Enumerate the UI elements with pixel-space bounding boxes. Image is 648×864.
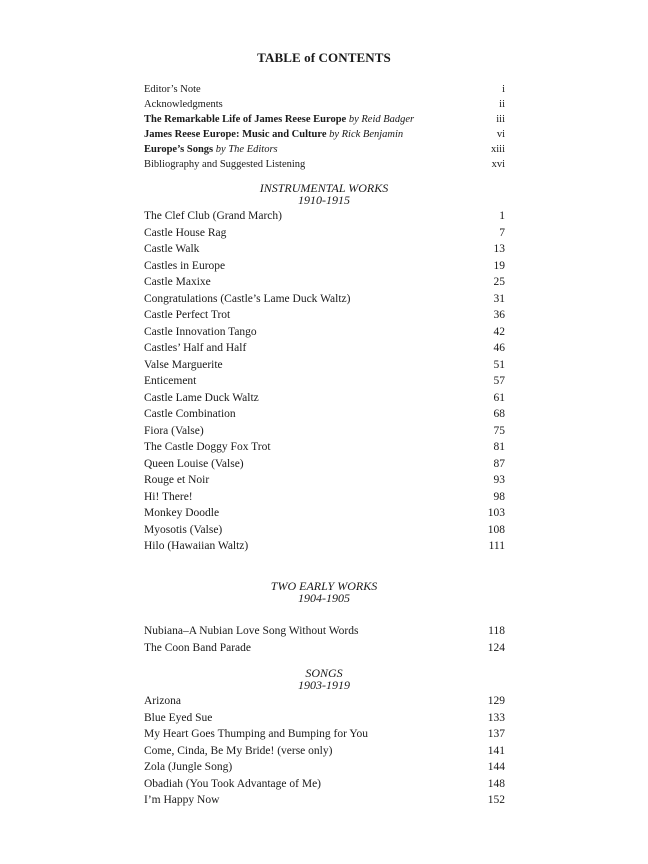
entry-title: The Castle Doggy Fox Trot: [144, 441, 271, 453]
page-number: 1: [499, 210, 505, 222]
page-number: 7: [499, 226, 505, 239]
entry-title: Castle Perfect Trot: [144, 309, 231, 321]
toc-entry: [144, 157, 505, 172]
toc-entry: [144, 472, 505, 489]
page-number: 19: [493, 259, 505, 272]
toc-entry: [144, 759, 505, 776]
toc-entry: [144, 112, 505, 127]
section-heading-early-works: [0, 580, 648, 604]
entry-title: Castle Combination: [144, 408, 236, 420]
toc-entry: [144, 743, 505, 760]
entry-byline: by The Editors: [215, 144, 278, 155]
page-number: xiii: [490, 144, 505, 155]
section-title: TWO EARLY WORKS: [270, 579, 378, 593]
section-heading-instrumental: [0, 182, 648, 206]
toc-entry: [144, 307, 505, 324]
entry-title: Zola (Jungle Song): [144, 761, 233, 773]
toc-entry: [144, 792, 505, 809]
page-number: 13: [493, 243, 505, 255]
toc-entry: [144, 373, 505, 390]
entry-byline: by Reid Badger: [348, 114, 415, 125]
page-number: 31: [493, 292, 505, 305]
toc-entry: [144, 340, 505, 357]
page-number: 133: [487, 711, 505, 724]
entry-title: Nubiana–A Nubian Love Song Without Words: [144, 625, 359, 637]
page-number: 87: [493, 457, 505, 470]
toc-entry: [144, 640, 505, 657]
page-number: 98: [493, 490, 505, 503]
toc-entry: [144, 439, 505, 456]
section-years: 1904-1905: [298, 591, 350, 605]
front-matter-list: [144, 82, 505, 172]
section-list-songs: [144, 693, 505, 809]
toc-entry: [144, 258, 505, 275]
entry-title: I’m Happy Now: [144, 794, 220, 806]
toc-entry: [144, 505, 505, 522]
entry-title: Obadiah (You Took Advantage of Me): [144, 777, 321, 790]
toc-entry: [144, 274, 505, 291]
page-number: 51: [493, 358, 505, 371]
entry-title: Rouge et Noir: [144, 474, 210, 486]
page-number: 25: [493, 276, 505, 288]
page-number: 111: [488, 540, 505, 552]
toc-entry: [144, 489, 505, 506]
entry-title: Congratulations (Castle’s Lame Duck Waltz): [144, 292, 351, 305]
section-heading-songs: [0, 667, 648, 691]
entry-title: Enticement: [144, 375, 197, 387]
page-number: vi: [496, 129, 505, 140]
toc-entry: [144, 324, 505, 341]
page-number: 81: [493, 441, 505, 453]
toc-entry: [144, 142, 505, 157]
toc-entry: [144, 623, 505, 640]
page-number: 42: [493, 325, 505, 338]
toc-entry: [144, 357, 505, 374]
entry-title: The Clef Club (Grand March): [144, 210, 282, 222]
page-number: 144: [487, 761, 505, 773]
entry-title-text: Acknowledgments: [144, 99, 223, 110]
page-number: 36: [493, 309, 505, 321]
toc-entry: [144, 776, 505, 793]
entry-title: [144, 142, 278, 157]
toc-entry: [144, 390, 505, 407]
entry-title: Blue Eyed Sue: [144, 711, 213, 724]
entry-title: Castles in Europe: [144, 259, 226, 272]
page-number: 118: [488, 625, 505, 637]
entry-title-text: Europe’s Songs: [144, 144, 214, 155]
toc-entry: [144, 82, 505, 97]
page-number: 57: [493, 375, 505, 387]
entry-title: Fiora (Valse): [144, 424, 204, 437]
entry-title: Myosotis (Valse): [144, 523, 223, 536]
entry-title: [144, 82, 201, 97]
entry-title: The Coon Band Parade: [144, 641, 251, 654]
page-number: 124: [487, 641, 505, 654]
toc-entry: [144, 291, 505, 308]
entry-title: Valse Marguerite: [144, 358, 223, 371]
entry-title: Castle House Rag: [144, 226, 227, 239]
entry-title: Monkey Doodle: [144, 507, 220, 519]
page-number: 148: [487, 777, 505, 790]
entry-title: Castle Innovation Tango: [144, 325, 257, 338]
entry-title: Castle Lame Duck Waltz: [144, 391, 259, 404]
entry-title: Come, Cinda, Be My Bride! (verse only): [144, 744, 333, 757]
page-number: 103: [487, 507, 505, 519]
toc-entry: [144, 97, 505, 112]
toc-entry: [144, 456, 505, 473]
toc-entry: [144, 127, 505, 142]
toc-entry: [144, 522, 505, 539]
entry-title: [144, 127, 403, 142]
page-number: 61: [493, 391, 505, 404]
entry-title-text: Bibliography and Suggested Listening: [144, 159, 306, 170]
page-number: 108: [487, 523, 505, 536]
toc-entry: [144, 693, 505, 710]
page-title: TABLE of CONTENTS: [257, 50, 391, 65]
entry-title: Hi! There!: [144, 490, 193, 503]
entry-title: [144, 112, 414, 127]
toc-entry: [144, 241, 505, 258]
entry-title: Castles’ Half and Half: [144, 342, 247, 354]
entry-title: Arizona: [144, 695, 182, 707]
section-list-early-works: [144, 623, 505, 656]
page-number: iii: [496, 114, 505, 125]
toc-entry: [144, 726, 505, 743]
entry-title-text: Editor’s Note: [144, 84, 201, 95]
page-number: 93: [493, 474, 505, 486]
entry-title: [144, 97, 223, 112]
page-number: 75: [493, 424, 505, 437]
entry-title: Castle Walk: [144, 243, 200, 255]
toc-entry: [144, 423, 505, 440]
section-title: SONGS: [305, 666, 343, 680]
toc-entry: [144, 225, 505, 242]
toc-entry: [144, 538, 505, 555]
entry-title: My Heart Goes Thumping and Bumping for You: [144, 728, 369, 740]
toc-entry: [144, 710, 505, 727]
entry-title: Castle Maxixe: [144, 276, 211, 288]
page-number: 152: [487, 794, 505, 806]
page-number: 137: [487, 728, 505, 740]
toc-entry: [144, 208, 505, 225]
entry-title-text: The Remarkable Life of James Reese Europe: [144, 114, 347, 125]
section-title: INSTRUMENTAL WORKS: [259, 181, 389, 195]
page-number: ii: [499, 99, 505, 110]
entry-byline: by Rick Benjamin: [329, 129, 404, 140]
entry-title: [144, 157, 305, 172]
entry-title: Queen Louise (Valse): [144, 457, 244, 470]
page-number: i: [502, 84, 505, 95]
entry-title: Hilo (Hawaiian Waltz): [144, 540, 249, 552]
entry-title-text: James Reese Europe: Music and Culture: [144, 129, 327, 140]
toc-entry: [144, 406, 505, 423]
section-years: 1910-1915: [298, 193, 350, 207]
page-number: 46: [493, 342, 505, 354]
section-years: 1903-1919: [298, 678, 350, 692]
page-number: 129: [487, 695, 505, 707]
page-number: 68: [493, 408, 505, 420]
page-number: xvi: [491, 159, 505, 170]
page-number: 141: [487, 744, 505, 757]
section-list-instrumental: [144, 208, 505, 555]
